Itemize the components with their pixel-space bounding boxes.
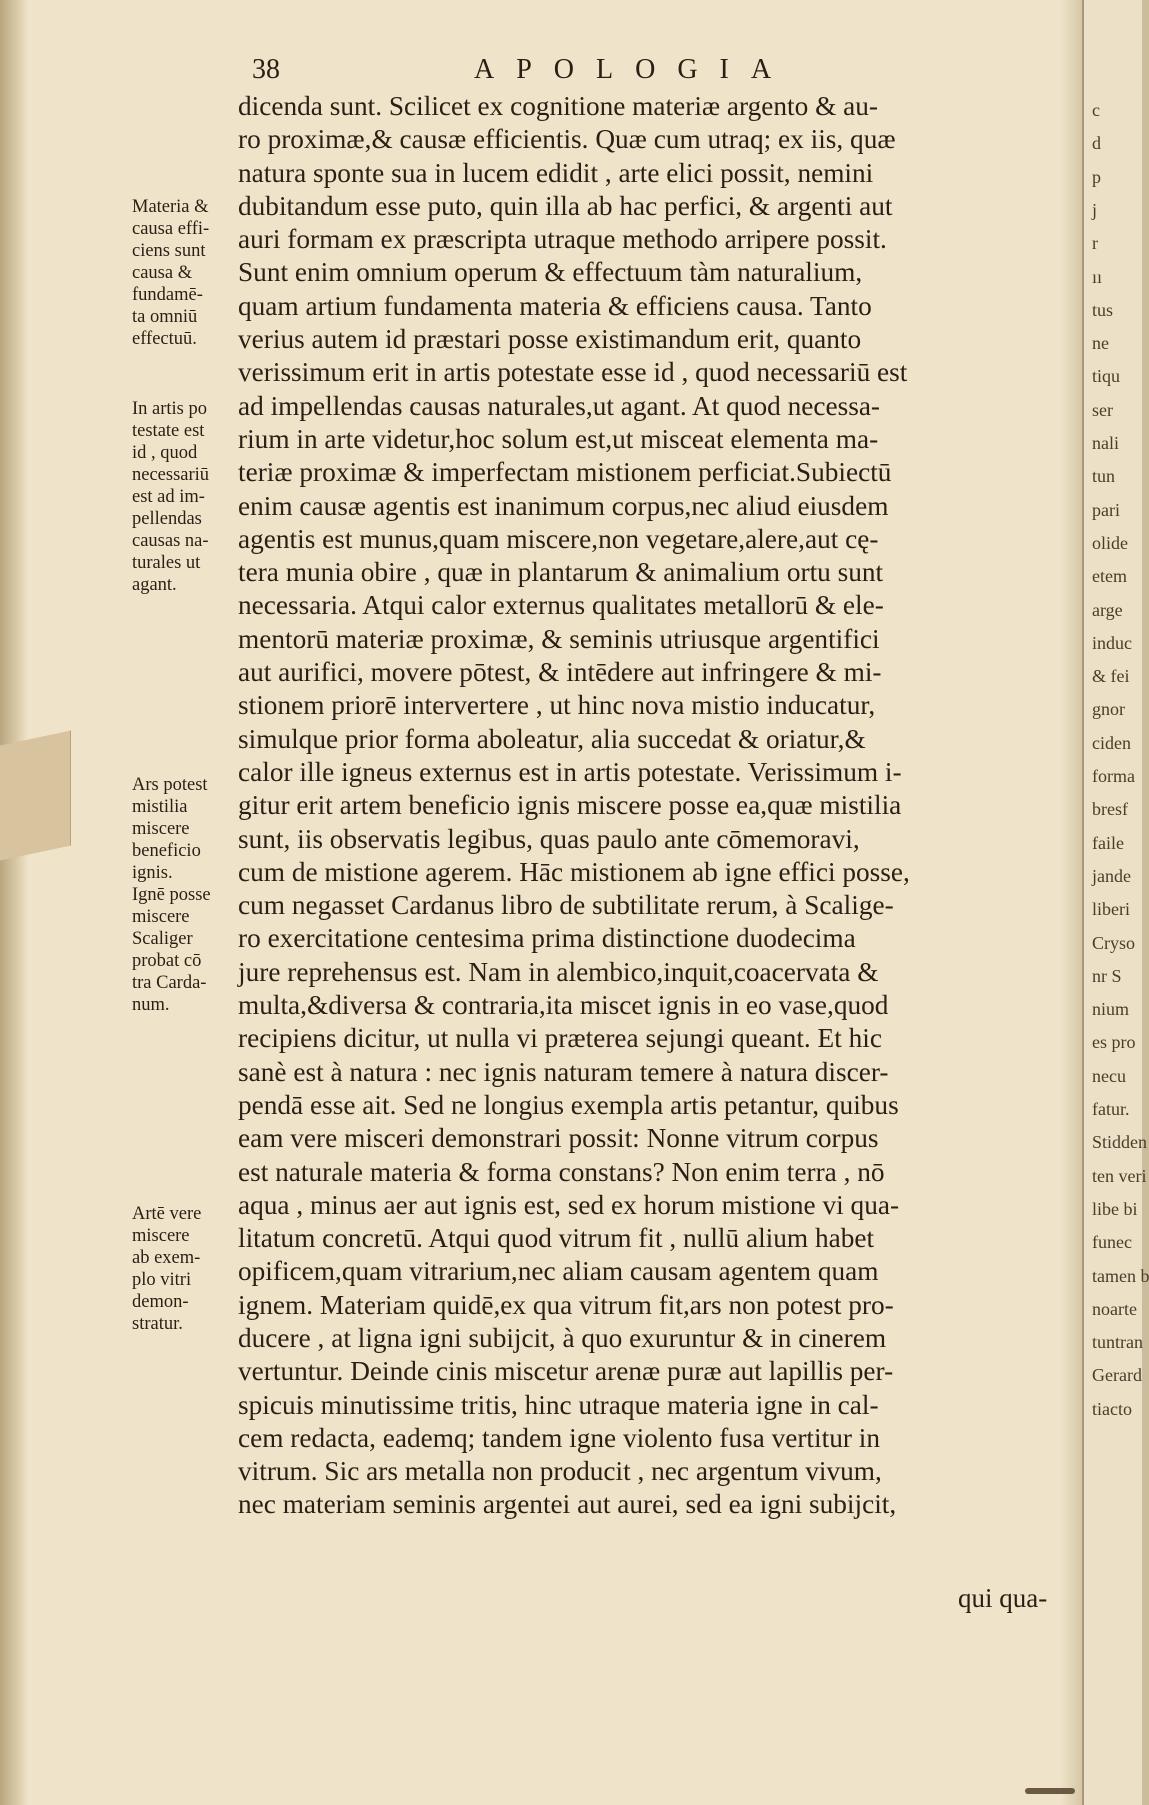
bleed-fragment: j [1092, 199, 1098, 220]
margin-note-line: plo vitri [132, 1270, 192, 1290]
text-line: agentis est munus,quam miscere,non vegetare,alere,aut cę- [238, 523, 879, 554]
text-line: verius autem id præstari posse existimandum erit, quanto [238, 324, 862, 355]
bleed-fragment: forma [1092, 766, 1135, 786]
margin-note-line: testate est [132, 421, 205, 441]
margin-note-line: ciens sunt [132, 241, 206, 261]
bleed-fragment: ıı [1092, 266, 1103, 287]
bleed-fragment: tuntran [1092, 1332, 1143, 1353]
margin-note-line: Ignē posse [132, 885, 211, 905]
margin-note-line: num. [132, 995, 170, 1015]
running-head: APOLOGIA [474, 54, 794, 85]
margin-note [132, 1203, 242, 1335]
bleed-fragment: es pro [1092, 1032, 1136, 1053]
margin-note [132, 398, 242, 596]
text-line: eam vere misceri demonstrari possit: Nonne vitrum corpus [238, 1123, 879, 1154]
text-line: litatum concretū. Atqui quod vitrum fit , nullū alium habet [238, 1223, 875, 1254]
margin-note-line: agant. [132, 575, 177, 595]
text-line: ro proximæ,& causæ efficientis. Quæ cum utraq; ex iis, quæ [238, 124, 896, 155]
margin-note-line: id , quod [132, 443, 198, 463]
text-line: multa,&diversa & contraria,ita miscet ignis in eo vase,quod [238, 990, 889, 1021]
text-line: rium in arte videtur,hoc solum est,ut misceat elementa ma- [238, 423, 879, 454]
bleed-fragment: d [1092, 133, 1101, 154]
ink-smudge [1025, 1788, 1075, 1794]
text-line: vitrum. Sic ars metalla non producit , nec argentum vivum, [238, 1456, 882, 1487]
margin-note-line: In artis po [132, 399, 208, 419]
text-line: jure reprehensus est. Nam in alembico,inquit,coacervata & [238, 956, 879, 987]
bleed-fragment: fatur. [1092, 1099, 1130, 1119]
margin-note-line: causas na- [132, 531, 209, 551]
bleed-fragment: etem [1092, 566, 1127, 587]
margin-note-line: Materia & [132, 197, 209, 217]
text-line: spicuis minutissime tritis, hinc utraque materia igne in cal- [238, 1389, 879, 1420]
margin-note-line: necessariū [132, 465, 210, 485]
text-line: sanè est à natura : nec ignis naturam temere à natura discer- [238, 1056, 889, 1087]
bleed-fragment: pari [1092, 499, 1120, 520]
bleed-fragment: ser [1092, 399, 1113, 420]
text-line: sunt, iis observatis legibus, quas paulo ante cōmemoravi, [238, 823, 860, 854]
margin-note [132, 774, 242, 1016]
margin-note [132, 196, 242, 350]
text-line: vertuntur. Deinde cinis miscetur arenæ puræ aut lapillis per- [238, 1356, 894, 1387]
page-header [252, 54, 1052, 90]
bleed-fragment: nr S [1092, 965, 1122, 986]
bleed-fragment: noarte [1092, 1298, 1137, 1319]
bleed-fragment: funec [1092, 1232, 1132, 1253]
text-line: aqua , minus aer aut ignis est, sed ex horum mistione vi qua- [238, 1189, 900, 1220]
margin-note-line: tra Carda- [132, 973, 207, 993]
margin-note-line: ignis. [132, 863, 173, 883]
margin-note-line: turales ut [132, 553, 201, 573]
margin-note-line: miscere [132, 819, 190, 839]
margin-note-line: mistilia [132, 797, 188, 817]
margin-note-line: Artē vere [132, 1204, 202, 1224]
margin-note-line: Scaliger [132, 929, 193, 949]
page-number: 38 [252, 54, 280, 85]
text-line: stionem priorē intervertere , ut hinc nova mistio inducatur, [238, 690, 876, 721]
bleed-fragment: jande [1092, 865, 1131, 886]
text-line: cum negasset Cardanus libro de subtilitate rerum, à Scalige- [238, 890, 894, 921]
margin-note-line: Ars potest [132, 775, 208, 795]
margin-note-line: ab exem- [132, 1248, 201, 1268]
text-line: enim causæ agentis est inanimum corpus,nec aliud eiusdem [238, 490, 889, 521]
bleed-fragment: ne [1092, 333, 1109, 354]
text-line: necessaria. Atqui calor externus qualitates metallorū & ele- [238, 590, 884, 621]
text-line: calor ille igneus externus est in artis potestate. Verissimum i- [238, 756, 902, 787]
bleed-fragment: p [1092, 166, 1101, 187]
bleed-fragment: tamen b [1092, 1265, 1149, 1286]
bleed-fragment: tiacto [1092, 1398, 1132, 1419]
bleed-fragment: c [1092, 100, 1100, 120]
text-line: nec materiam seminis argentei aut aurei, sed ea igni subijcit, [238, 1489, 897, 1520]
binding-gutter [0, 0, 28, 1805]
margin-note-line: stratur. [132, 1314, 183, 1334]
margin-note-line: miscere [132, 1226, 190, 1246]
bleed-fragment: induc [1092, 632, 1132, 653]
bleed-fragment: olide [1092, 532, 1128, 553]
torn-paper-tab [0, 730, 71, 860]
text-line: ad impellendas causas naturales,ut agant. At quod necessa- [238, 390, 881, 421]
bleed-fragment: necu [1092, 1065, 1126, 1086]
margin-note-line: causa & [132, 263, 193, 283]
margin-note-line: pellendas [132, 509, 202, 529]
bleed-fragment: r [1092, 233, 1098, 254]
text-line: quam artium fundamenta materia & efficiens causa. Tanto [238, 290, 872, 321]
bleed-fragment: liberi [1092, 899, 1130, 920]
text-line: simulque prior forma aboleatur, alia succedat & oriatur,& [238, 723, 866, 754]
bleed-fragment: tiqu [1092, 366, 1121, 387]
bleed-fragment: nali [1092, 433, 1119, 453]
margin-note-line: fundamē- [132, 285, 203, 305]
bleed-fragment: ciden [1092, 732, 1131, 753]
text-line: ignem. Materiam quidē,ex qua vitrum fit,ars non potest pro- [238, 1289, 894, 1320]
bleed-fragment: Stidden [1092, 1132, 1148, 1153]
text-line: est naturale materia & forma constans? Non enim terra , nō [238, 1156, 885, 1187]
margin-note-line: est ad im- [132, 487, 205, 507]
bleed-fragment: faile [1092, 832, 1124, 853]
bleed-fragment: tus [1092, 299, 1114, 320]
margin-note-line: probat cō [132, 951, 202, 971]
text-line: dubitandum esse puto, quin illa ab hac perfici, & argenti aut [238, 190, 893, 221]
catchword: qui qua- [958, 1583, 1048, 1613]
bleed-fragment: gnor [1092, 699, 1125, 720]
margin-note-line: ta omniū [132, 307, 198, 327]
bleed-fragment: Cryso [1092, 932, 1136, 953]
text-line: aut aurifici, movere pōtest, & intēdere aut infringere & mi- [238, 657, 882, 688]
bleed-fragment: Gerard [1092, 1365, 1142, 1386]
text-line: recipiens dicitur, ut nulla vi præterea sejungi queant. Et hic [238, 1023, 882, 1054]
bleed-fragment: arge [1092, 599, 1123, 620]
text-line: cum de mistione agerem. Hāc mistionem ab igne effici posse, [238, 856, 910, 887]
text-line: tera munia obire , quæ in plantarum & animalium ortu sunt [238, 557, 884, 588]
bleed-fragment: & fei [1092, 666, 1130, 687]
text-line: ro exercitatione centesima prima distinctione duodecima [238, 923, 856, 954]
margin-note-line: causa effi- [132, 219, 210, 239]
bleed-fragment: tun [1092, 466, 1116, 487]
text-line: mentorū materiæ proximæ, & seminis utriusque argentifici [238, 623, 880, 654]
margin-note-line: beneficio [132, 841, 201, 861]
text-line: opificem,quam vitrarium,nec aliam causam agentem quam [238, 1256, 879, 1287]
margin-note-line: effectuū. [132, 329, 197, 349]
text-line: teriæ proximæ & imperfectam mistionem perficiat.Subiectū [238, 457, 892, 488]
bleed-fragment: bresf [1092, 799, 1128, 820]
bleed-fragment: nium [1092, 999, 1130, 1020]
page-edge-shadow [1060, 0, 1082, 1805]
text-line: verissimum erit in artis potestate esse id , quod necessariū est [238, 357, 908, 388]
main-text-block [238, 90, 1048, 1522]
text-line: cem redacta, eademq; tandem igne violento fusa vertitur in [238, 1422, 880, 1453]
margin-note-line: miscere [132, 907, 190, 927]
bleed-fragment: ten veri [1092, 1165, 1147, 1186]
text-line: auri formam ex præscripta utraque methodo arripere possit. [238, 224, 887, 255]
text-line: natura sponte sua in lucem edidit , arte elici possit, nemini [238, 157, 874, 188]
margin-note-line: demon- [132, 1292, 189, 1312]
text-line: gitur erit artem beneficio ignis miscere posse ea,quæ mistilia [238, 790, 902, 821]
text-line: dicenda sunt. Scilicet ex cognitione materiæ argento & au- [238, 91, 879, 121]
text-line: pendā esse ait. Sed ne longius exempla artis petantur, quibus [238, 1089, 899, 1120]
bleed-fragment: libe bi [1092, 1198, 1138, 1219]
text-line: ducere , at ligna igni subijcit, à quo exuruntur & in cinerem [238, 1322, 887, 1353]
text-line: Sunt enim omnium operum & effectuum tàm naturalium, [238, 257, 863, 288]
